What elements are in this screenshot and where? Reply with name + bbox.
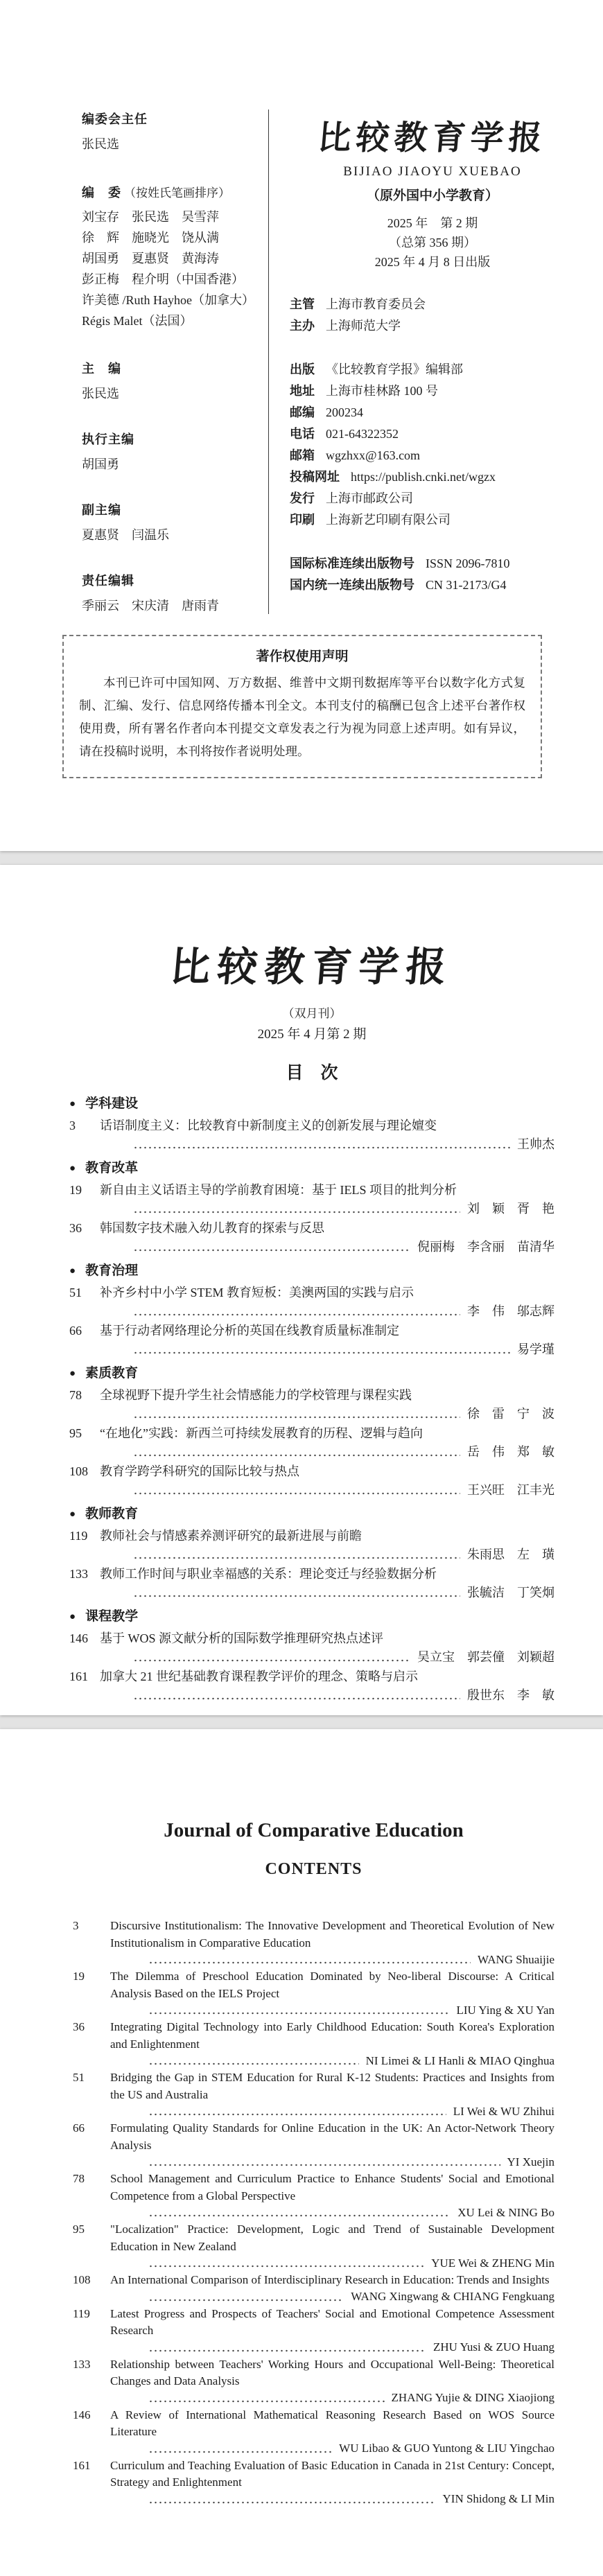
toc-page-number: 146	[73, 2408, 91, 2421]
toc-entry	[73, 2407, 554, 2457]
page-masthead	[0, 0, 603, 851]
page-toc-chinese	[0, 865, 603, 1715]
toc-entry	[69, 1385, 554, 1422]
toc-author-line	[148, 2154, 554, 2171]
journal-title-english: Journal of Comparative Education	[164, 1819, 464, 1841]
section-bullet-icon: ●	[69, 1162, 76, 1174]
toc-entry-title: Relationship between Teachers' Working Hours and Occupational Well-Being: Theoretical Changes and Data Analysis	[110, 2357, 554, 2387]
toc-entry-line	[69, 1218, 554, 1238]
toc-entry-title: 教育学跨学科研究的国际比较与热点	[100, 1464, 299, 1478]
dotted-leader	[133, 1207, 460, 1214]
toc-entry	[69, 1116, 554, 1153]
page-toc-english	[0, 1729, 603, 2576]
toc-author-line	[148, 2491, 554, 2508]
dotted-leader	[148, 2397, 385, 2403]
toc-entry	[69, 1564, 554, 1601]
toc-section-header	[69, 1504, 554, 1525]
toc-page-number: 19	[73, 1970, 85, 1983]
journal-title-calligraphy: 比较教育学报	[316, 119, 549, 157]
toc-author-line	[133, 1482, 554, 1498]
role-label: 执行主编	[82, 432, 134, 446]
committee-member-row: 许美德 /Ruth Hayhoe（加拿大）	[82, 293, 254, 307]
section-name: 学科建设	[85, 1096, 139, 1111]
masthead-info-row	[290, 294, 575, 315]
toc-entry	[69, 1218, 554, 1255]
dotted-leader	[148, 2295, 344, 2302]
editorial-roles	[82, 359, 268, 614]
toc-entry-authors: YUE Wei & ZHENG Min	[431, 2256, 554, 2270]
issue-info	[290, 213, 575, 272]
dotted-leader	[133, 1451, 460, 1457]
toc-page-number: 119	[69, 1529, 88, 1543]
dotted-leader	[148, 2160, 500, 2167]
masthead-info-group	[290, 294, 575, 337]
masthead-info-row	[290, 509, 575, 531]
editorial-board-column	[82, 109, 269, 614]
info-value: ISSN 2096-7810	[426, 557, 510, 570]
committee-label: 编 委	[82, 186, 121, 200]
toc-entry	[69, 1423, 554, 1460]
toc-author-line	[148, 2441, 554, 2457]
committee-member-row: 徐 辉 施晓光 饶从满	[82, 231, 219, 245]
toc-entry-title: "Localization" Practice: Development, Logic and Trend of Sustainable Development Education in New Zealand	[110, 2223, 554, 2253]
info-value: CN 31-2173/G4	[426, 578, 507, 592]
toc-entry-title: 基于行动者网络理论分析的英国在线教育质量标准制定	[100, 1324, 399, 1338]
toc-entry	[73, 2221, 554, 2272]
toc-entry-authors: NI Limei & LI Hanli & MIAO Qinghua	[365, 2053, 554, 2067]
info-label: 电话	[290, 427, 315, 441]
page-separator	[0, 851, 603, 865]
toc-entry	[73, 2120, 554, 2171]
board-chairman-label: 编委会主任	[82, 112, 148, 126]
journal-info-column	[269, 109, 575, 614]
toc-entry-authors: ZHANG Yujie & DING Xiaojiong	[391, 2391, 554, 2404]
toc-entry-authors: YIN Shidong & LI Min	[442, 2492, 554, 2505]
info-label: 印刷	[290, 513, 315, 527]
toc-page-number: 133	[73, 2357, 91, 2371]
role-block	[82, 500, 268, 543]
toc-author-line	[133, 1238, 554, 1255]
toc-page-number: 146	[69, 1631, 88, 1645]
toc-author-line	[133, 1649, 554, 1665]
masthead-info-row	[290, 488, 575, 509]
toc-entry-body	[110, 1918, 554, 1968]
info-value: 上海市桂林路 100 号	[326, 384, 438, 398]
toc-page-number: 51	[69, 1286, 82, 1299]
dotted-leader	[148, 2447, 332, 2454]
toc-entry-authors: 徐 雷 宁 波	[467, 1407, 554, 1421]
toc-section	[69, 1606, 554, 1703]
toc-section	[69, 1158, 554, 1255]
toc-author-line	[133, 1200, 554, 1217]
toc-entry-line	[69, 1385, 554, 1405]
copyright-title: 著作权使用声明	[256, 649, 349, 664]
role-names: 夏惠贤 闫温乐	[82, 528, 169, 542]
committee-header	[82, 183, 268, 201]
toc-entry	[73, 2457, 554, 2508]
masthead-info-row	[290, 423, 575, 445]
toc-heading: 目 次	[286, 1063, 338, 1083]
info-label: 邮箱	[290, 448, 315, 462]
toc-section-header	[69, 1261, 554, 1281]
toc-entry-body	[110, 2457, 554, 2508]
toc-entry-title: 基于 WOS 源文献分析的国际数学推理研究热点述评	[100, 1631, 383, 1645]
toc-author-line	[133, 1405, 554, 1422]
toc-entry-title: 教师工作时间与职业幸福感的关系：理论变迁与经验数据分析	[100, 1567, 437, 1581]
committee-block	[82, 183, 268, 331]
toc-entry	[69, 1462, 554, 1498]
toc-author-line	[148, 2289, 554, 2306]
toc-entry-title: Bridging the Gap in STEM Education for Rural K-12 Students: Practices and Insights from the US and Australia	[110, 2071, 554, 2101]
toc-entry-authors: XU Lei & NING Bo	[457, 2205, 554, 2219]
committee-member-row: Régis Malet（法国）	[82, 314, 193, 328]
toc-page-number: 95	[73, 2223, 85, 2236]
toc-entry-authors: YI Xuejin	[507, 2155, 554, 2168]
info-label: 出版	[290, 362, 315, 376]
masthead-info-group	[290, 359, 575, 531]
toc-entry	[69, 1321, 554, 1358]
toc-author-line	[133, 1546, 554, 1563]
toc-author-line	[148, 2053, 554, 2069]
section-name: 课程教学	[85, 1609, 139, 1624]
toc-page-number: 108	[73, 2273, 91, 2286]
copyright-body: 本刊已许可中国知网、万方数据、维普中文期刊数据库等平台以数字化方式复制、汇编、发行、信息网络传播本刊全文。本刊支付的稿酬已包含上述平台著作权使用费，所有署名作者向本刊提交文章发表之行为视为同意上述声明。如有异议，请在投稿时说明，本刊将按作者说明处理。	[79, 676, 525, 758]
toc-page-number: 108	[69, 1464, 88, 1478]
toc-entry-line	[69, 1116, 554, 1136]
toc-entry-authors: 刘 颖 胥 艳	[467, 1202, 554, 1216]
toc-page-number: 19	[69, 1183, 82, 1197]
toc-author-line	[148, 2002, 554, 2019]
committee-member-row: 刘宝存 张民选 吴雪萍	[82, 210, 219, 224]
toc-entry	[73, 2171, 554, 2221]
toc-section-header	[69, 1606, 554, 1627]
toc-entry-body	[110, 2069, 554, 2120]
masthead-info-row	[290, 380, 575, 402]
toc-entry	[73, 1968, 554, 2019]
dotted-leader	[133, 1143, 510, 1150]
committee-member-list	[82, 207, 268, 331]
toc-entry-line	[69, 1667, 554, 1687]
toc-section	[69, 1504, 554, 1601]
info-value: 《比较教育学报》编辑部	[326, 362, 463, 376]
dotted-leader	[133, 1245, 410, 1252]
issue-line: （总第 356 期）	[389, 236, 476, 249]
dotted-leader	[148, 2211, 451, 2218]
section-bullet-icon: ●	[69, 1508, 76, 1520]
info-value: 上海市教育委员会	[326, 297, 426, 311]
toc-page-number: 119	[73, 2306, 90, 2320]
toc-entry-body	[110, 1968, 554, 2019]
toc-section-header	[69, 1158, 554, 1179]
toc-entry-line	[69, 1283, 554, 1303]
toc-page-number: 51	[73, 2071, 85, 2084]
toc-entry-line	[69, 1526, 554, 1546]
board-chairman-name: 张民选	[82, 137, 119, 151]
toc-page-number: 78	[69, 1388, 82, 1402]
toc-section	[69, 1261, 554, 1358]
toc-entry	[73, 2019, 554, 2069]
toc-entry-authors: 殷世东 李 敏	[467, 1688, 554, 1702]
info-value: 200234	[326, 405, 363, 419]
toc-entry	[73, 2356, 554, 2407]
toc-page-number: 66	[69, 1324, 82, 1338]
info-value: 上海师范大学	[326, 319, 401, 333]
toc-page-number: 133	[69, 1567, 88, 1581]
section-name: 教育治理	[85, 1263, 139, 1278]
dotted-leader	[133, 1412, 460, 1419]
masthead-info-group	[290, 553, 575, 596]
dotted-leader	[133, 1489, 460, 1496]
toc-entry-line	[69, 1462, 554, 1482]
committee-sort-note: （按姓氏笔画排序）	[124, 186, 230, 200]
toc-entry-authors: ZHU Yusi & ZUO Huang	[432, 2340, 554, 2354]
toc-section	[69, 1363, 554, 1498]
dotted-leader	[133, 1591, 460, 1598]
toc-page-number: 78	[73, 2172, 85, 2185]
toc-entry-line	[69, 1564, 554, 1584]
toc-entry-authors: 倪丽梅 李含丽 苗清华	[417, 1240, 554, 1254]
toc-entry	[73, 1918, 554, 1968]
toc-entry	[69, 1526, 554, 1563]
toc-entry-title: 韩国数字技术融入幼儿教育的探索与反思	[100, 1221, 324, 1235]
toc-page-number: 36	[69, 1221, 82, 1235]
journal-title-calligraphy: 比较教育学报	[168, 943, 455, 990]
masthead-info-row	[290, 315, 575, 337]
toc-page-number: 3	[73, 1919, 79, 1932]
toc-entry	[73, 2306, 554, 2356]
toc-author-line	[133, 1584, 554, 1601]
toc-page-number: 95	[69, 1426, 82, 1440]
toc-entry-line	[69, 1423, 554, 1444]
masthead-info-row	[290, 575, 575, 596]
toc-author-line	[133, 1444, 554, 1460]
issue-line: 2025 年 4 月 8 日出版	[374, 255, 491, 269]
toc-entry-body	[110, 2171, 554, 2221]
dotted-leader	[133, 1310, 460, 1317]
toc-author-line	[148, 1952, 554, 1968]
section-bullet-icon: ●	[69, 1098, 76, 1110]
section-bullet-icon: ●	[69, 1265, 76, 1277]
toc-entry-authors: WANG Xingwang & CHIANG Fengkuang	[351, 2290, 554, 2303]
dotted-leader	[148, 2261, 424, 2268]
dotted-leader	[148, 2059, 359, 2066]
toc-entry-title: School Management and Curriculum Practice to Enhance Students' Social and Emotional Competence from a Global Perspective	[110, 2172, 554, 2202]
dotted-leader	[133, 1656, 410, 1663]
role-block	[82, 430, 268, 473]
toc-entry-authors: 王帅杰	[517, 1137, 554, 1151]
masthead-info-row	[290, 553, 575, 575]
toc-entry-title: 加拿大 21 世纪基础教育课程教学评价的理念、策略与启示	[100, 1670, 418, 1683]
info-label: 主管	[290, 297, 315, 311]
toc-entry-title: Formulating Quality Standards for Online Education in the UK: An Actor-Network Theory Analysis	[110, 2121, 554, 2152]
publication-frequency: （双月刊）	[282, 1007, 342, 1020]
toc-entry-title: 教师社会与情感素养测评研究的最新进展与前瞻	[100, 1529, 362, 1543]
toc-author-line	[133, 1136, 554, 1153]
toc-entry	[73, 2272, 554, 2306]
toc-author-line	[148, 2205, 554, 2221]
issue-label: 2025 年 4 月第 2 期	[257, 1027, 367, 1042]
toc-entry-authors: WU Libao & GUO Yuntong & LIU Yingchao	[339, 2442, 554, 2455]
info-label: 投稿网址	[290, 470, 340, 484]
role-block	[82, 571, 268, 614]
info-value: 上海市邮政公司	[326, 491, 413, 505]
masthead-info-row	[290, 445, 575, 466]
toc-entry	[69, 1629, 554, 1665]
toc-page-number: 161	[69, 1670, 88, 1683]
toc-author-line	[148, 2340, 554, 2356]
toc-entry-line	[69, 1180, 554, 1200]
contents-heading: CONTENTS	[265, 1860, 362, 1878]
toc-entry-title: 话语制度主义：比较教育中新制度主义的创新发展与理论嬗变	[100, 1119, 437, 1132]
toc-english-list	[73, 1918, 554, 2508]
toc-entry-title: “在地化”实践：新西兰可持续发展教育的历程、逻辑与趋向	[100, 1426, 423, 1440]
toc-section-header	[69, 1094, 554, 1114]
toc-page-number: 161	[73, 2458, 91, 2472]
info-label: 国内统一连续出版物号	[290, 578, 414, 592]
masthead-info-row	[290, 359, 575, 380]
info-label: 主办	[290, 319, 315, 333]
toc-entry-title: 全球视野下提升学生社会情感能力的学校管理与课程实践	[100, 1388, 412, 1402]
dotted-leader	[148, 2346, 426, 2353]
toc-entry-title: Latest Progress and Prospects of Teachers' Social and Emotional Competence Assessment Research	[110, 2306, 554, 2337]
section-bullet-icon: ●	[69, 1367, 76, 1379]
dotted-leader	[148, 1958, 471, 1965]
info-label: 地址	[290, 384, 315, 398]
toc-entry-title: An International Comparison of Interdisciplinary Research in Education: Trends and Insights	[110, 2273, 550, 2286]
info-value: https://publish.cnki.net/wgzx	[351, 470, 496, 484]
toc-page-number: 36	[73, 2020, 85, 2033]
masthead-info-row	[290, 402, 575, 423]
toc-entry-body	[110, 2120, 554, 2171]
toc-entry-authors: 李 伟 邬志辉	[467, 1304, 554, 1318]
toc-page-number: 3	[69, 1119, 76, 1132]
info-label: 邮编	[290, 405, 315, 419]
role-block	[82, 359, 268, 402]
toc-entry-authors: WANG Shuaijie	[478, 1952, 554, 1966]
toc-author-line	[148, 2390, 554, 2407]
publication-info	[290, 294, 575, 596]
toc-entry-authors: 张毓洁 丁笑炯	[467, 1586, 554, 1600]
issue-line: 2025 年 第 2 期	[387, 216, 478, 230]
toc-entry-title: A Review of International Mathematical Reasoning Research Based on WOS Source Literature	[110, 2408, 554, 2438]
masthead-columns	[0, 0, 603, 614]
dotted-leader	[148, 2008, 449, 2015]
role-names: 季丽云 宋庆清 唐雨青	[82, 599, 219, 613]
toc-entry-authors: 王兴旺 江丰光	[467, 1483, 554, 1497]
toc-entry-line	[69, 1321, 554, 1341]
role-names: 胡国勇	[82, 457, 119, 471]
dotted-leader	[133, 1694, 460, 1701]
toc-entry-title: The Dilemma of Preschool Education Dominated by Neo-liberal Discourse: A Critical Analysis Based on the IELS Project	[110, 1970, 554, 2000]
toc-entry-title: Discursive Institutionalism: The Innovative Development and Theoretical Evolution of New Institutionalism in Comparative Education	[110, 1919, 554, 1949]
dotted-leader	[133, 1348, 510, 1355]
toc-entry-authors: 朱雨思 左 璜	[467, 1548, 554, 1561]
role-label: 副主编	[82, 503, 121, 517]
toc-author-line	[133, 1303, 554, 1320]
toc-entry-body	[110, 2356, 554, 2407]
toc-entry	[69, 1667, 554, 1703]
toc-page-number: 66	[73, 2121, 85, 2135]
toc-entry	[69, 1283, 554, 1320]
toc-entry-title: Curriculum and Teaching Evaluation of Basic Education in Canada in 21st Century: Concept, Strategy and Enlightenment	[110, 2458, 554, 2489]
toc-entry-title: 新自由主义话语主导的学前教育困境：基于 IELS 项目的批判分析	[100, 1183, 457, 1197]
role-label: 主 编	[82, 362, 121, 376]
info-label: 发行	[290, 491, 315, 505]
toc-entry-line	[69, 1629, 554, 1649]
journal-former-name: （原外国中小学教育）	[366, 189, 498, 203]
journal-title-pinyin: BIJIAO JIAOYU XUEBAO	[343, 164, 522, 179]
toc-author-line	[148, 2103, 554, 2120]
dotted-leader	[148, 2498, 436, 2505]
toc-section	[69, 1094, 554, 1153]
dotted-leader	[148, 2110, 446, 2117]
toc-entry-authors: LIU Ying & XU Yan	[456, 2003, 554, 2017]
toc-entry-body	[110, 2272, 554, 2306]
copyright-notice	[62, 635, 542, 778]
toc-entry-body	[110, 2407, 554, 2457]
page-separator	[0, 1715, 603, 1729]
toc-section-header	[69, 1363, 554, 1384]
section-name: 教师教育	[85, 1507, 139, 1521]
toc-entry-body	[110, 2019, 554, 2069]
toc-entry	[69, 1180, 554, 1217]
toc-chinese-list	[69, 1094, 554, 1703]
section-bullet-icon: ●	[69, 1611, 76, 1622]
info-value: 上海新艺印刷有限公司	[326, 513, 451, 527]
committee-member-row: 胡国勇 夏惠贤 黄海涛	[82, 252, 219, 265]
info-value: wgzhxx@163.com	[326, 448, 421, 462]
toc-entry-authors: 易学瑾	[517, 1342, 554, 1356]
dotted-leader	[133, 1553, 460, 1560]
committee-member-row: 彭正梅 程介明（中国香港）	[82, 272, 244, 286]
toc-entry-authors: 吴立宝 郭芸僮 刘颖超	[417, 1650, 554, 1664]
toc-entry-body	[110, 2221, 554, 2272]
toc-entry-body	[110, 2306, 554, 2356]
masthead-info-row	[290, 466, 575, 488]
info-label: 国际标准连续出版物号	[290, 557, 414, 570]
section-name: 素质教育	[85, 1366, 139, 1381]
toc-entry-authors: 岳 伟 郑 敏	[467, 1445, 554, 1459]
toc-entry	[73, 2069, 554, 2120]
role-label: 责任编辑	[82, 574, 134, 588]
section-name: 教育改革	[85, 1161, 139, 1175]
role-names: 张民选	[82, 387, 119, 401]
toc-entry-title: Integrating Digital Technology into Early Childhood Education: South Korea's Exploration and Enlightenment	[110, 2020, 554, 2051]
toc-author-line	[148, 2255, 554, 2272]
toc-entry-authors: LI Wei & WU Zhihui	[453, 2104, 554, 2118]
toc-author-line	[133, 1687, 554, 1703]
toc-entry-title: 补齐乡村中小学 STEM 教育短板：美澳两国的实践与启示	[100, 1286, 414, 1299]
info-value: 021-64322352	[326, 427, 399, 441]
toc-author-line	[133, 1341, 554, 1358]
